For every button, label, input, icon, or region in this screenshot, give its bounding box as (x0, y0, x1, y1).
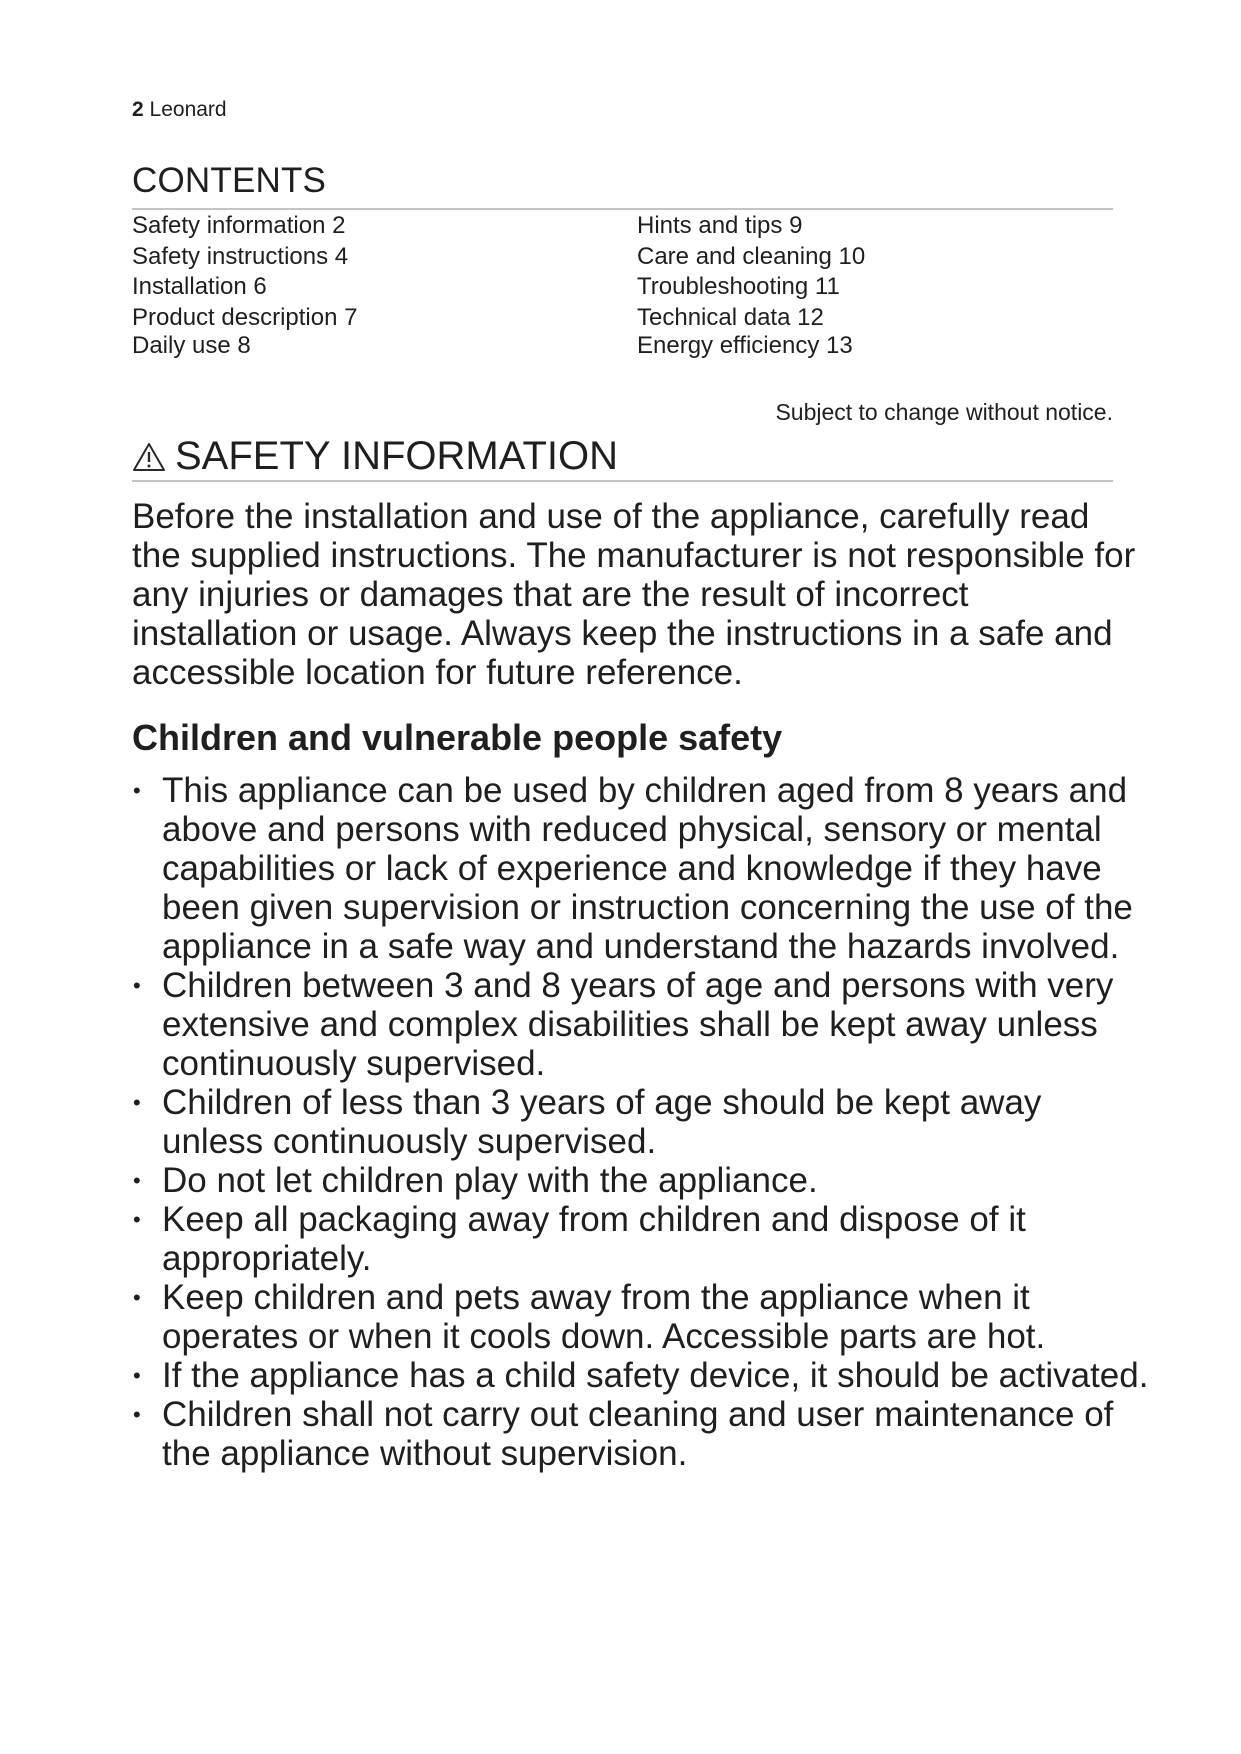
toc-item[interactable]: Product description 7 (132, 303, 358, 331)
safety-section-title (132, 432, 618, 480)
safety-intro-paragraph: Before the installation and use of the appliance, carefully read the supplied instructions. The manufacturer is not responsible for any injuries or damages that are the result of incorrect installation or usage. Always keep the instructions in a safe and accessible location for future reference. (132, 497, 1136, 692)
safety-title-text: SAFETY INFORMATION (175, 434, 618, 478)
toc-item[interactable]: Troubleshooting 11 (637, 273, 840, 300)
page-header (132, 97, 227, 123)
toc-item[interactable]: Safety instructions 4 (132, 242, 349, 270)
warning-triangle-icon (132, 442, 166, 472)
bullet-icon: • (133, 973, 141, 998)
list-item: • Keep children and pets away from the appliance when it operates or when it cools down. Accessible parts are hot. (133, 1278, 1046, 1356)
toc-item[interactable]: Daily use 8 (132, 332, 251, 359)
toc-item[interactable]: Technical data 12 (637, 303, 824, 331)
toc-item[interactable]: Energy efficiency 13 (637, 332, 853, 359)
bullet-icon: • (133, 1168, 141, 1193)
change-notice: Subject to change without notice. (775, 399, 1113, 425)
toc-right-column (637, 211, 865, 362)
bullet-icon: • (133, 1402, 141, 1427)
contents-title: CONTENTS (132, 161, 327, 200)
bullet-icon: • (133, 1363, 141, 1388)
contents-divider (132, 208, 1113, 210)
list-item: • Do not let children play with the appliance. (133, 1161, 818, 1200)
list-item: • Children between 3 and 8 years of age and persons with very extensive and complex disabilities shall be kept away unless continuously supervised. (133, 966, 1114, 1083)
brand-name: Leonard (149, 98, 227, 121)
toc-left-column (132, 211, 357, 362)
toc-item[interactable]: Installation 6 (132, 273, 267, 300)
list-item: • Children shall not carry out cleaning and user maintenance of the appliance without supervision. (133, 1395, 1114, 1473)
bullet-icon: • (133, 1207, 141, 1232)
toc-item[interactable]: Safety information 2 (132, 212, 346, 239)
bullet-icon: • (133, 778, 141, 803)
children-safety-heading: Children and vulnerable people safety (132, 717, 783, 758)
list-item: • If the appliance has a child safety device, it should be activated. (133, 1356, 1149, 1395)
bullet-icon: • (133, 1090, 141, 1115)
list-item: • Keep all packaging away from children and dispose of it appropriately. (133, 1200, 1026, 1278)
list-item: • Children of less than 3 years of age should be kept away unless continuously supervised. (133, 1083, 1042, 1161)
list-item: • This appliance can be used by children aged from 8 years and above and persons with reduced physical, sensory or mental capabilities or lack of experience and knowledge if they have been given supervision or instruction concerning the use of the appliance in a safe way and understand the hazards involved. (133, 771, 1133, 966)
page-number: 2 (132, 98, 144, 121)
toc-item[interactable]: Hints and tips 9 (637, 212, 803, 239)
children-safety-list (130, 771, 1150, 1473)
safety-divider (132, 480, 1113, 482)
toc-item[interactable]: Care and cleaning 10 (637, 242, 866, 270)
bullet-icon: • (133, 1285, 141, 1310)
